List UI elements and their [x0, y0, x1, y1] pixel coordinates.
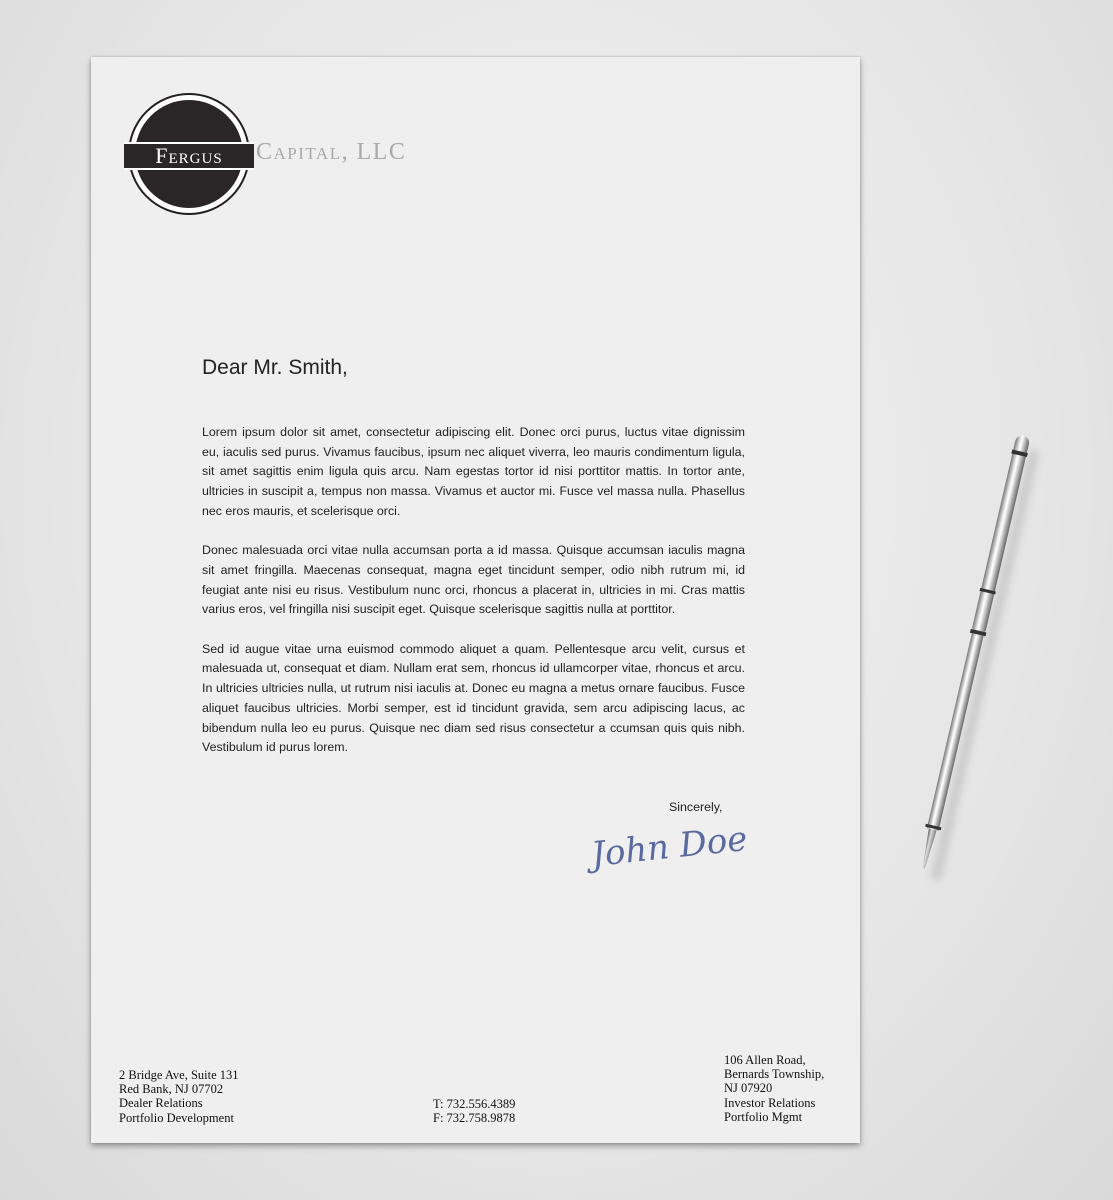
footer-line: Portfolio Mgmt	[724, 1109, 803, 1124]
footer-line: 106 Allen Road,	[724, 1053, 806, 1067]
footer-line: NJ 07920	[724, 1081, 773, 1096]
footer-line: Investor Relations	[724, 1095, 816, 1110]
footer-line: Bernards Township,	[724, 1067, 825, 1082]
signature: John Doe	[589, 818, 750, 876]
footer-contact	[433, 1097, 515, 1125]
letterhead-page	[91, 57, 860, 1143]
footer-line: 2 Bridge Ave, Suite 131	[119, 1068, 239, 1082]
footer-left-address	[119, 1068, 239, 1125]
logo-name: Fergus	[124, 142, 254, 170]
closing: Sincerely,	[669, 800, 723, 814]
greeting: Dear Mr. Smith,	[202, 356, 348, 379]
letter-body	[202, 423, 745, 778]
logo-suffix: Capital, LLC	[256, 139, 407, 165]
fax-number: F: 732.758.9878	[433, 1111, 516, 1126]
footer-line: Red Bank, NJ 07702	[119, 1082, 224, 1097]
footer-right-address	[724, 1053, 824, 1124]
pen-shadow	[931, 450, 1040, 881]
company-logo	[128, 93, 250, 215]
paragraph: Donec malesuada orci vitae nulla accumsan porta a id massa. Quisque accumsan iaculis magna sit amet fringilla. Maecenas consequat, magna eget tincidunt semper, odio nibh rutrum mi, id feugiat ante nisi eu risus. Vestibulum nunc orci, rhoncus a placerat in, ultricies in mi. Cras mattis varius eros, vel fringilla nisi suscipit eget. Quisque scelerisque sagittis nulla at porttitor.	[202, 543, 745, 617]
pen-image	[916, 434, 1031, 876]
paragraph: Lorem ipsum dolor sit amet, consectetur adipiscing elit. Donec orci purus, luctus vitae dignissim eu, iaculis sed purus. Vivamus faucibus, ipsum nec aliquet viverra, leo mauris condimentum ligula, sit amet sagittis enim ligula quis arcu. Nam egestas tortor id nisi porttitor mattis. In tortor ante, ultricies in suscipit a, tempus non massa. Vivamus et auctor mi. Fusce vel massa nulla. Phasellus nec eros mauris, et scelerisque orci.	[202, 425, 745, 518]
phone-number: T: 732.556.4389	[433, 1097, 516, 1111]
footer-line: Portfolio Development	[119, 1110, 234, 1125]
paragraph: Sed id augue vitae urna euismod commodo aliquet a quam. Pellentesque arcu velit, cursus et malesuada ut, consequat et diam. Nullam erat sem, rhoncus id ullamcorper vitae, rhoncus et arcu. In ultricies ultricies nulla, ut rutrum nisi iaculis at. Donec eu magna a metus ornare faucibus. Fusce aliquet faucibus ultricies. Morbi semper, est id tincidunt gravida, sem arcu adipiscing lacus, ac bibendum nulla leo eu purus. Quisque nec diam sed risus consectetur a ccumsan quis quis nibh. Vestibulum id purus lorem.	[202, 641, 745, 755]
footer-line: Dealer Relations	[119, 1096, 203, 1111]
